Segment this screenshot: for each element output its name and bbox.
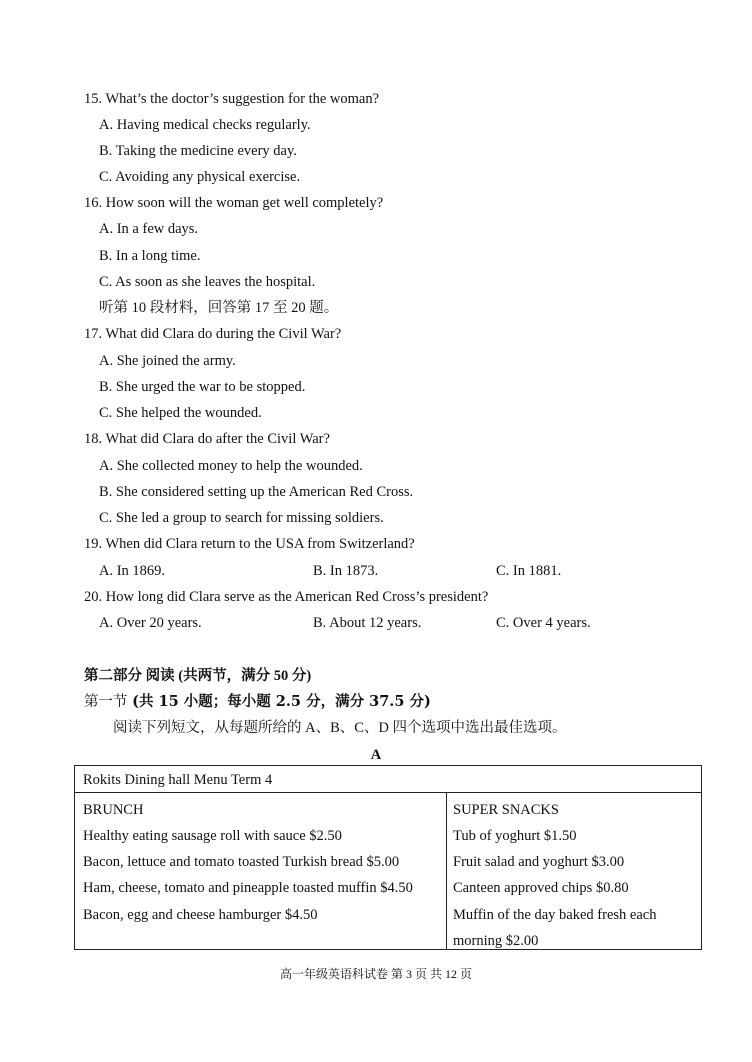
question-17: 17. What did Clara do during the Civil War? [84,326,342,342]
brunch-item: Bacon, lettuce and tomato toasted Turkish bread $5.00 [83,854,400,870]
q16-option-c: C. As soon as she leaves the hospital. [99,274,316,290]
page-footer: 高一年级英语科试卷 第 3 页 共 12 页 [279,967,472,981]
question-20: 20. How long did Clara serve as the American Red Cross’s president? [84,589,489,605]
snack-item: morning $2.00 [453,933,539,949]
brunch-item: Healthy eating sausage roll with sauce $2.50 [83,828,342,844]
q17-option-a: A. She joined the army. [99,353,236,369]
q20-option-b: B. About 12 years. [313,615,422,631]
menu-title: Rokits Dining hall Menu Term 4 [83,772,273,788]
brunch-item: Ham, cheese, tomato and pineapple toasted muffin $4.50 [83,880,413,896]
q15-option-c: C. Avoiding any physical exercise. [99,169,301,185]
section-heading [84,693,431,711]
q16-option-b: B. In a long time. [99,248,201,264]
q19-option-c: C. In 1881. [496,563,562,579]
section-label: 第一节 [84,694,128,710]
reading-part-title: 第二部分 阅读 (共两节，满分 50 分) [84,668,312,684]
snack-item: Muffin of the day baked fresh each [453,907,657,923]
snack-item: Fruit salad and yoghurt $3.00 [453,854,625,870]
question-18: 18. What did Clara do after the Civil War? [84,431,330,447]
q17-option-c: C. She helped the wounded. [99,405,262,421]
menu-column-divider [446,793,447,950]
question-16: 16. How soon will the woman get well completely? [84,195,384,211]
question-19: 19. When did Clara return to the USA from Switzerland? [84,536,415,552]
q19-option-a: A. In 1869. [99,563,166,579]
question-15: 15. What’s the doctor’s suggestion for the woman? [84,91,380,107]
snack-item: Canteen approved chips $0.80 [453,880,629,896]
q19-option-b: B. In 1873. [313,563,379,579]
listening-instruction: 听第 10 段材料，回答第 17 至 20 题。 [99,300,339,316]
q18-option-c: C. She led a group to search for missing soldiers. [99,510,384,526]
q18-option-b: B. She considered setting up the American Red Cross. [99,484,414,500]
q15-option-a: A. Having medical checks regularly. [99,117,311,133]
passage-label: A [370,747,382,763]
snack-item: Tub of yoghurt $1.50 [453,828,577,844]
brunch-item: Bacon, egg and cheese hamburger $4.50 [83,907,318,923]
menu-table [74,765,702,950]
q16-option-a: A. In a few days. [99,221,199,237]
reading-instruction: 阅读下列短文，从每题所给的 A、B、C、D 四个选项中选出最佳选项。 [113,720,567,736]
q15-option-b: B. Taking the medicine every day. [99,143,297,159]
q17-option-b: B. She urged the war to be stopped. [99,379,306,395]
q20-option-c: C. Over 4 years. [496,615,591,631]
section-detail: (共 15 小题；每小题 2.5 分，满分 37.5 分) [132,693,431,710]
brunch-heading: BRUNCH [83,802,144,818]
menu-title-row [75,766,701,793]
snacks-heading: SUPER SNACKS [453,802,559,818]
q18-option-a: A. She collected money to help the wounded. [99,458,363,474]
q20-option-a: A. Over 20 years. [99,615,202,631]
